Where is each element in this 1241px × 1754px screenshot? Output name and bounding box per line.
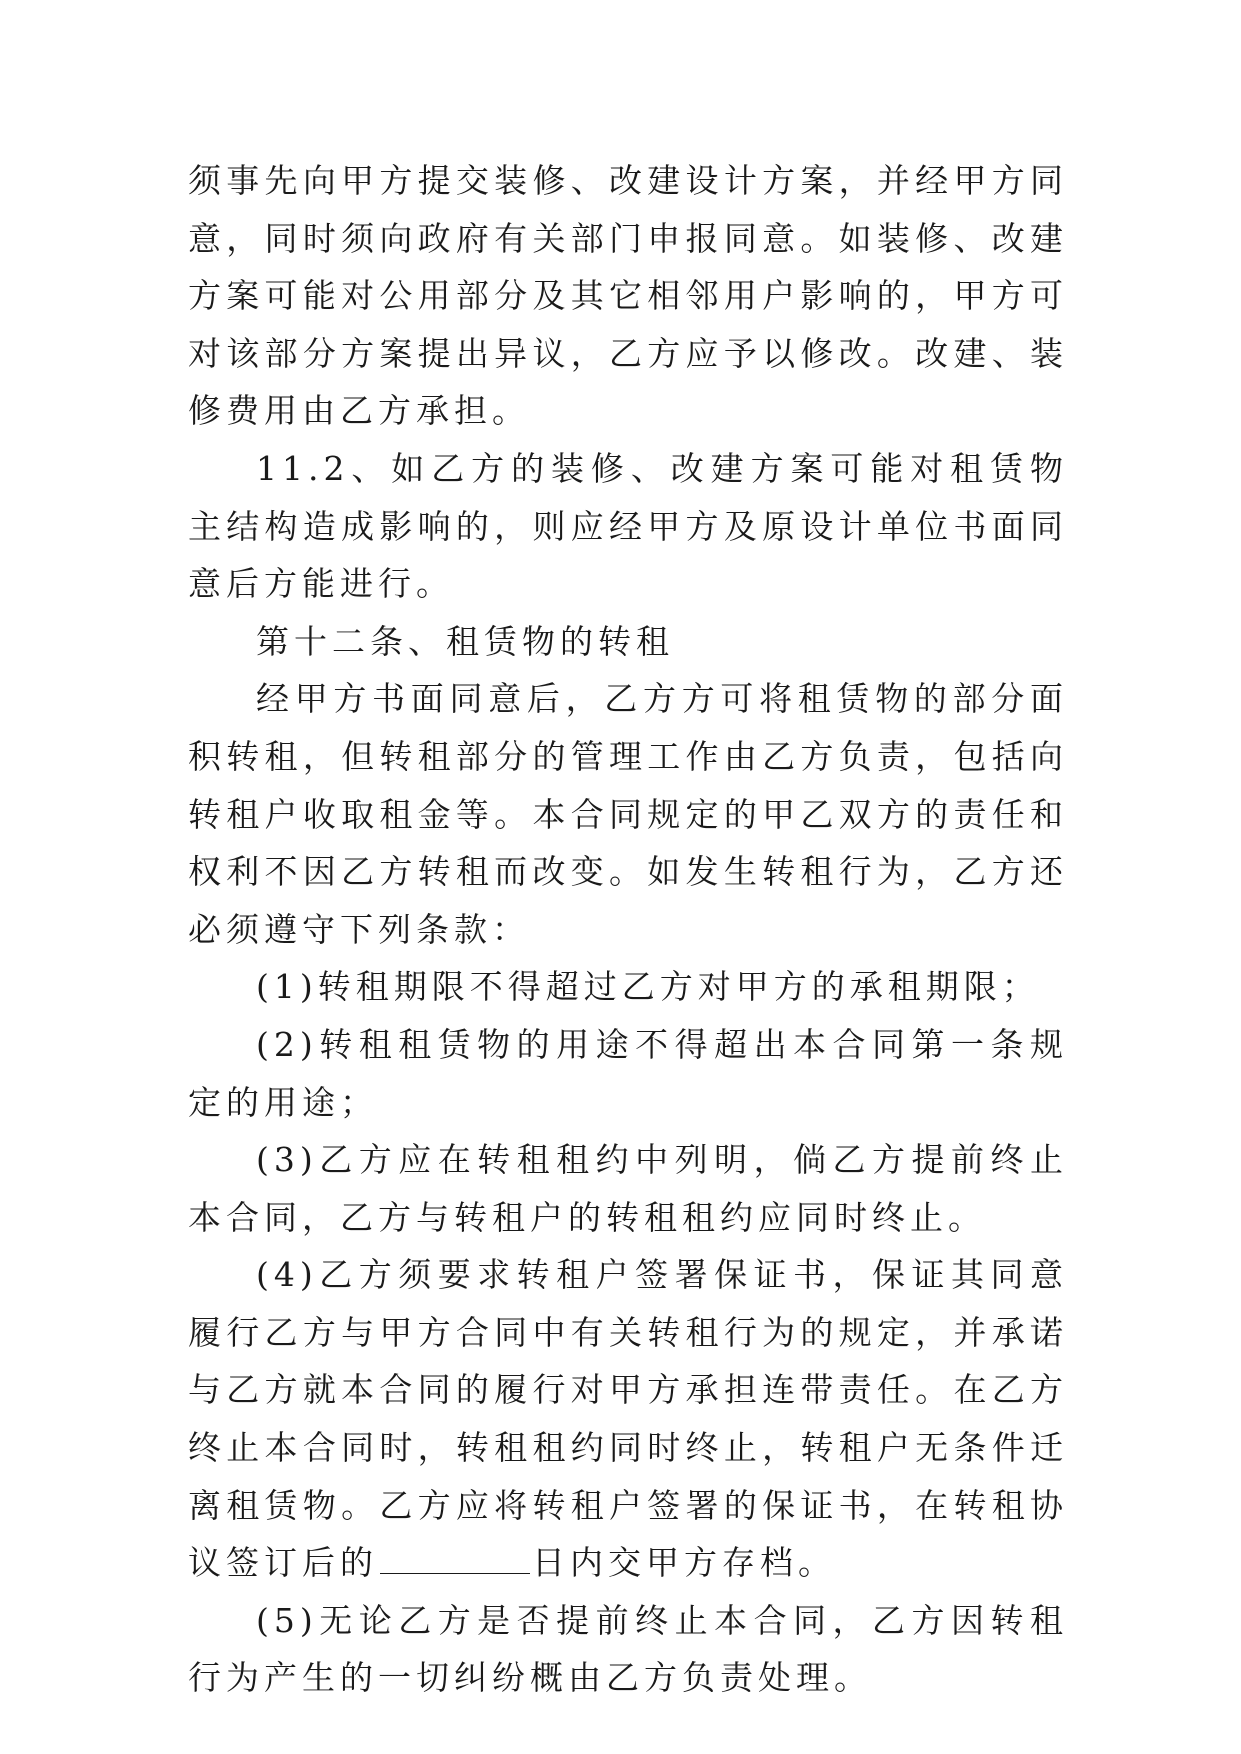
list-item-3: (3)乙方应在转租租约中列明，倘乙方提前终止本合同，乙方与转租户的转租租约应同时终止。: [188, 1140, 1068, 1237]
fill-in-blank-days: [380, 1537, 530, 1574]
paragraph-article-12-body: 经甲方书面同意后，乙方方可将租赁物的部分面积转租，但转租部分的管理工作由乙方负责，包括向转租户收取租金等。本合同规定的甲乙双方的责任和权利不因乙方转租而改变。如发生转租行为，乙方还必须遵守下列条款：: [188, 679, 1068, 949]
list-item-4: [188, 1246, 1068, 1592]
list-item-5: (5)无论乙方是否提前终止本合同，乙方因转租行为产生的一切纠纷概由乙方负责处理。: [188, 1600, 1068, 1698]
document-page: [188, 152, 1068, 1707]
list-item-4-text-before: (4)乙方须要求转租户签署保证书，保证其同意履行乙方与甲方合同中有关转租行为的规定，并承诺与乙方就本合同的履行对甲方承担连带责任。在乙方终止本合同时，转租租约同时终止，转租户无条件迁离租赁物。乙方应将转租户签署的保证书，在转租协议签订后的: [188, 1255, 1068, 1583]
article-12-heading: 第十二条、租赁物的转租: [256, 621, 674, 661]
paragraph-continuation: 须事先向甲方提交装修、改建设计方案，并经甲方同意，同时须向政府有关部门申报同意。如装修、改建方案可能对公用部分及其它相邻用户影响的，甲方可对该部分方案提出异议，乙方应予以修改。改建、装修费用由乙方承担。: [188, 161, 1068, 431]
paragraph-clause-11-2: 11.2、如乙方的装修、改建方案可能对租赁物主结构造成影响的，则应经甲方及原设计单位书面同意后方能进行。: [188, 448, 1068, 604]
list-item-2: (2)转租租赁物的用途不得超出本合同第一条规定的用途；: [188, 1024, 1068, 1122]
list-item-4-text-after: 日内交甲方存档。: [532, 1543, 836, 1583]
list-item-1: (1)转租期限不得超过乙方对甲方的承租期限；: [256, 967, 1040, 1007]
